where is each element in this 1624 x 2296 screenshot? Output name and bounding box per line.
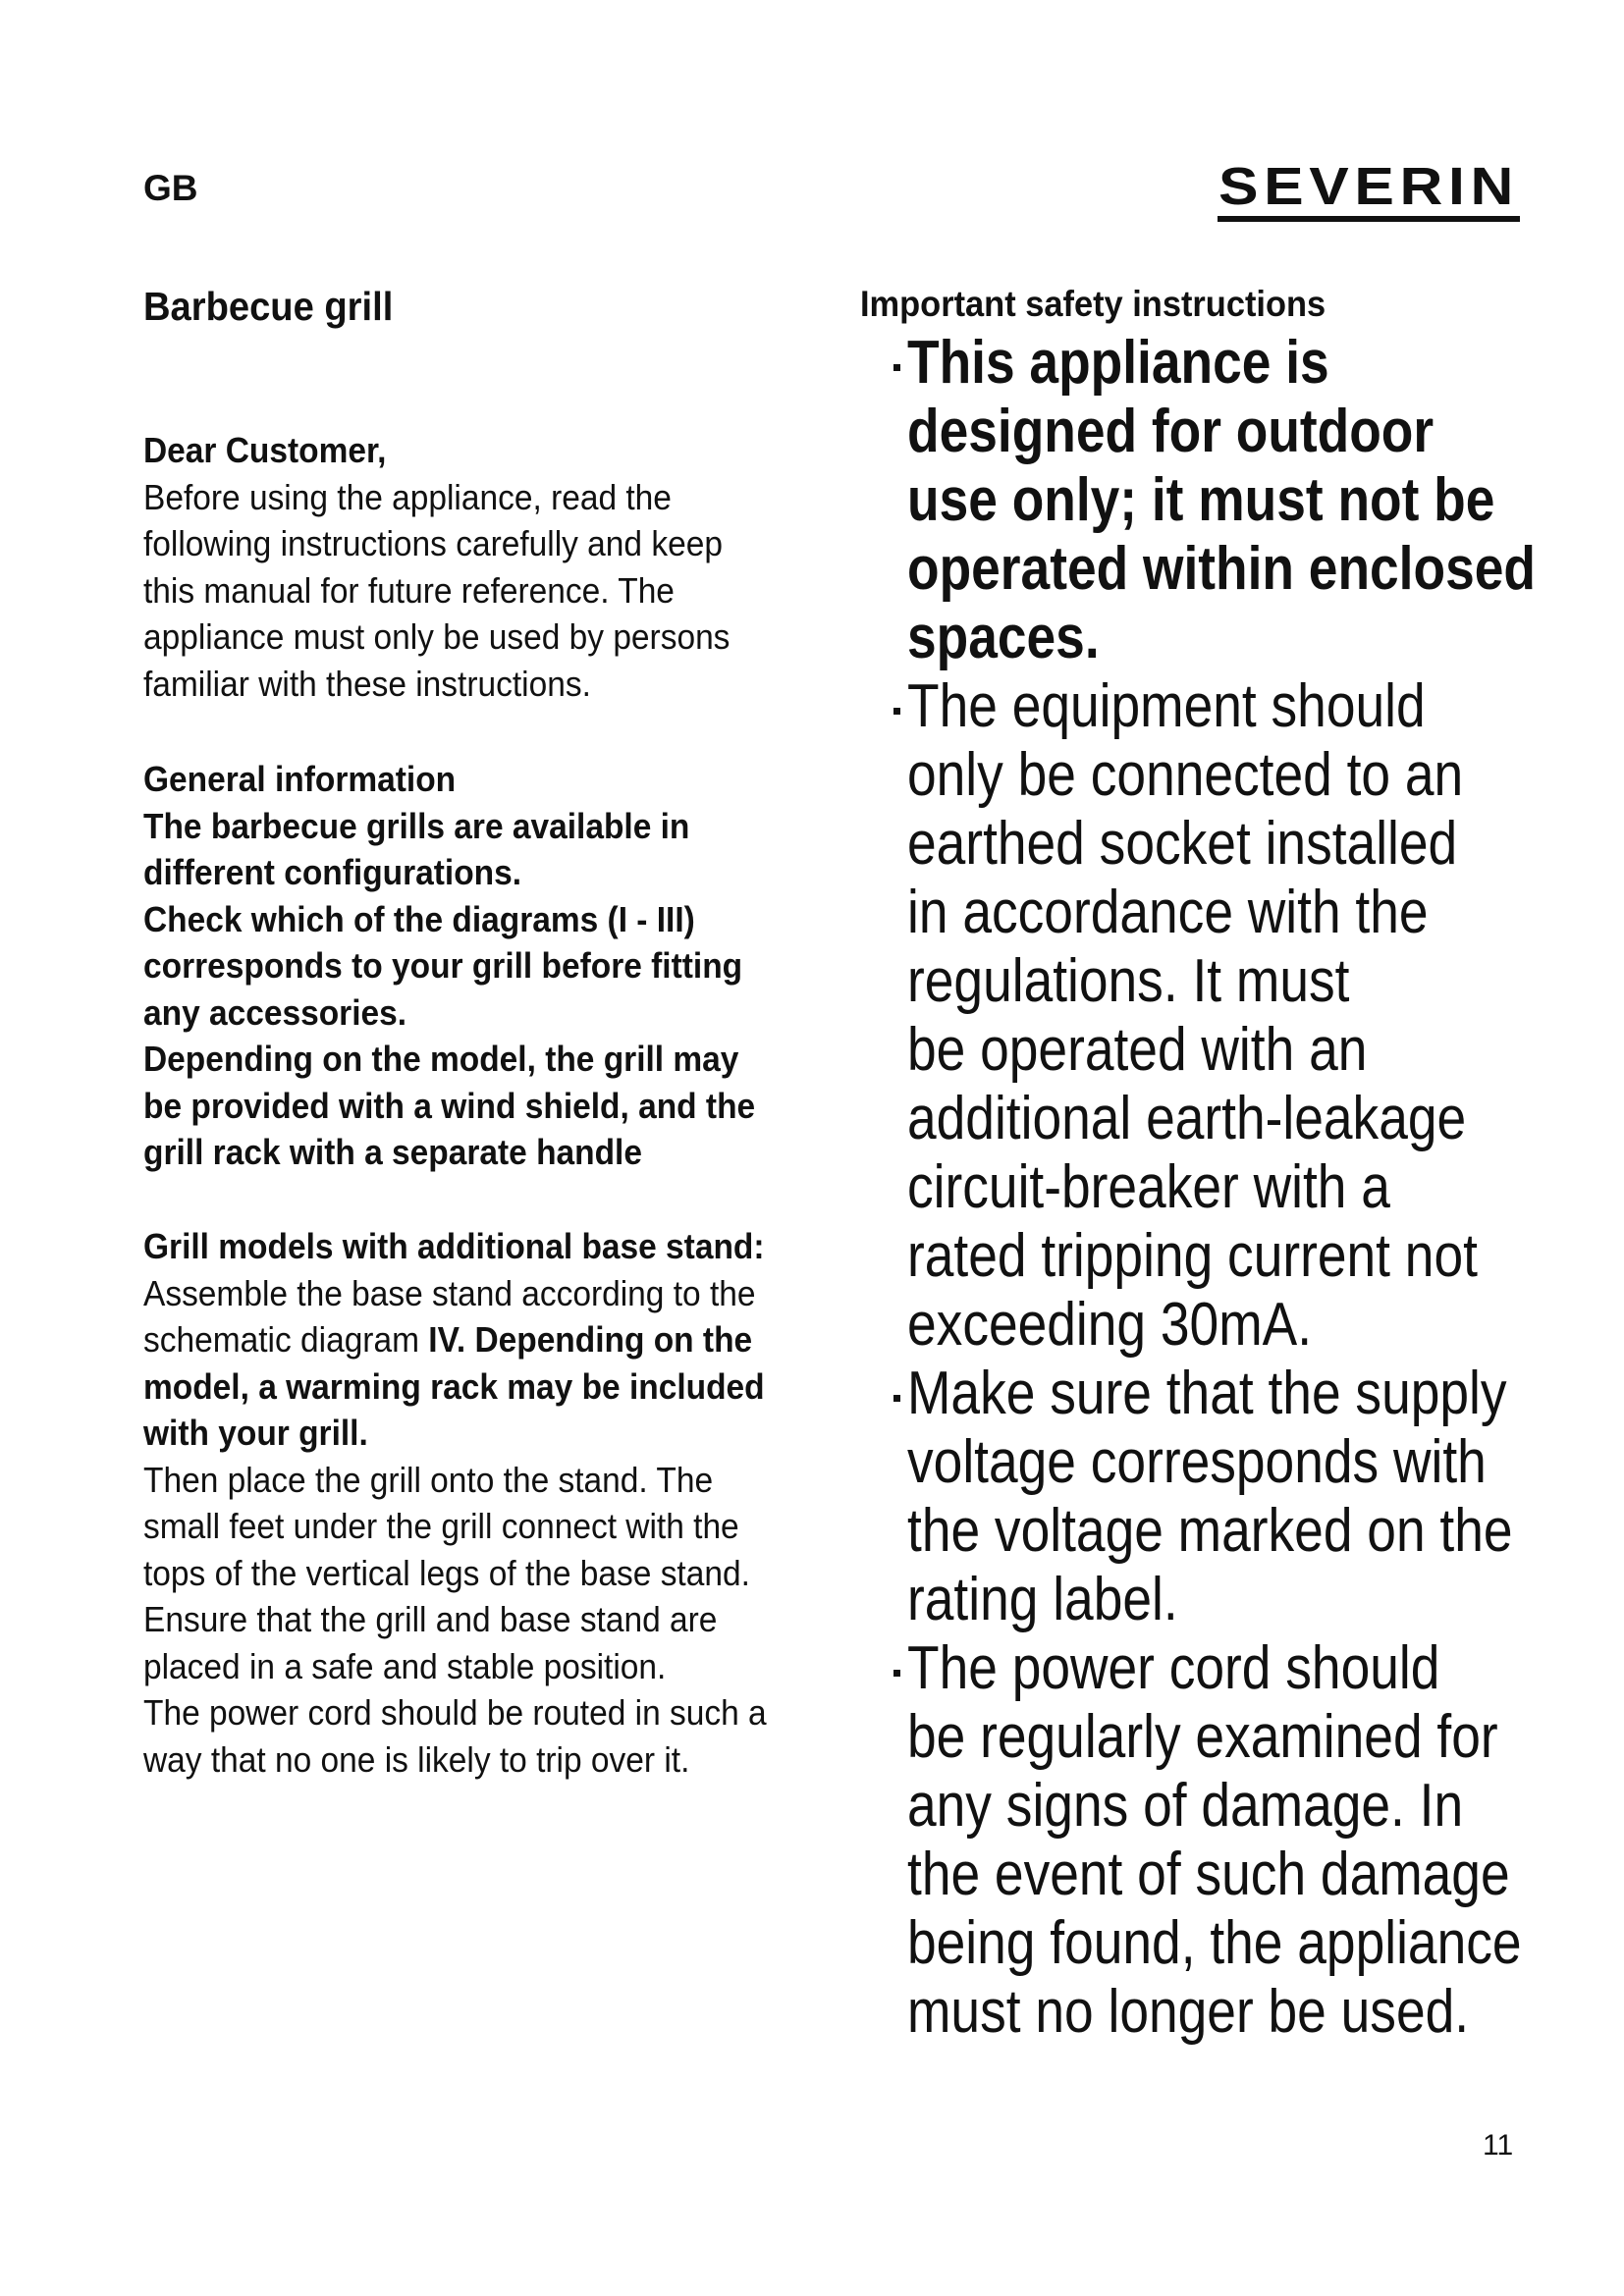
general-section bbox=[143, 756, 811, 1176]
base-line: schematic diagram IV. Depending on the bbox=[143, 1319, 753, 1360]
intro-section bbox=[143, 427, 811, 707]
bullet-icon bbox=[893, 708, 900, 715]
general-line: be provided with a wind shield, and the bbox=[143, 1085, 756, 1126]
intro-line: familiar with these instructions. bbox=[143, 663, 591, 704]
intro-line: Before using the appliance, read the bbox=[143, 476, 672, 517]
bullet-icon bbox=[893, 364, 900, 371]
safety-item-outdoor: This appliance is designed for outdoor use only; it must not be operated within enclosed spaces. bbox=[860, 329, 1547, 672]
base-line: placed in a safe and stable position. bbox=[143, 1645, 667, 1686]
base-line: The power cord should be routed in such a bbox=[143, 1692, 767, 1733]
general-heading: General information bbox=[143, 759, 457, 799]
base-line: Assemble the base stand according to the bbox=[143, 1272, 756, 1313]
intro-line: following instructions carefully and keep bbox=[143, 523, 723, 563]
intro-line: appliance must only be used by persons bbox=[143, 616, 731, 657]
general-line: corresponds to your grill before fitting bbox=[143, 945, 743, 986]
general-line: Depending on the model, the grill may bbox=[143, 1039, 739, 1079]
general-line: The barbecue grills are available in bbox=[143, 805, 690, 846]
safety-item-power-cord: The power cord should be regularly examined for any signs of damage. In the event of such damage being found, the appliance must no longer be used. bbox=[860, 1634, 1547, 2047]
page-number: 11 bbox=[1483, 2129, 1514, 2162]
severin-logo bbox=[1214, 159, 1524, 230]
page-title: Barbecue grill bbox=[143, 284, 394, 329]
base-line: small feet under the grill connect with the bbox=[143, 1506, 739, 1546]
base-line: Then place the grill onto the stand. The bbox=[143, 1459, 714, 1500]
bullet-icon bbox=[893, 1395, 900, 1402]
greeting: Dear Customer, bbox=[143, 430, 387, 470]
safety-heading: Important safety instructions bbox=[860, 284, 1326, 324]
safety-item-supply-voltage: Make sure that the supply voltage corresponds with the voltage marked on the rating label. bbox=[860, 1360, 1547, 1634]
base-line: Ensure that the grill and base stand are bbox=[143, 1599, 718, 1639]
language-code: GB bbox=[143, 168, 198, 208]
svg-text:SEVERIN: SEVERIN bbox=[1218, 159, 1519, 216]
base-stand-section bbox=[143, 1223, 811, 1783]
bullet-icon bbox=[893, 1670, 900, 1677]
general-line: grill rack with a separate handle bbox=[143, 1132, 642, 1172]
safety-item-earthed-socket: The equipment should only be connected to an earthed socket installed in accordance with the regulations. It must be operated with an additional earth-leakage circuit-breaker with a rated tripping current not exceeding 30mA. bbox=[860, 672, 1547, 1360]
base-line: model, a warming rack may be included bbox=[143, 1365, 765, 1407]
general-line: different configurations. bbox=[143, 852, 522, 892]
base-line: with your grill. bbox=[143, 1413, 368, 1453]
base-line: tops of the vertical legs of the base stand. bbox=[143, 1552, 750, 1593]
safety-list bbox=[860, 329, 1547, 2047]
intro-line: this manual for future reference. The bbox=[143, 569, 675, 611]
general-line: any accessories. bbox=[143, 991, 407, 1033]
base-line: way that no one is likely to trip over it. bbox=[143, 1738, 690, 1780]
general-line: Check which of the diagrams (I - III) bbox=[143, 898, 695, 939]
base-stand-heading: Grill models with additional base stand: bbox=[143, 1226, 765, 1266]
